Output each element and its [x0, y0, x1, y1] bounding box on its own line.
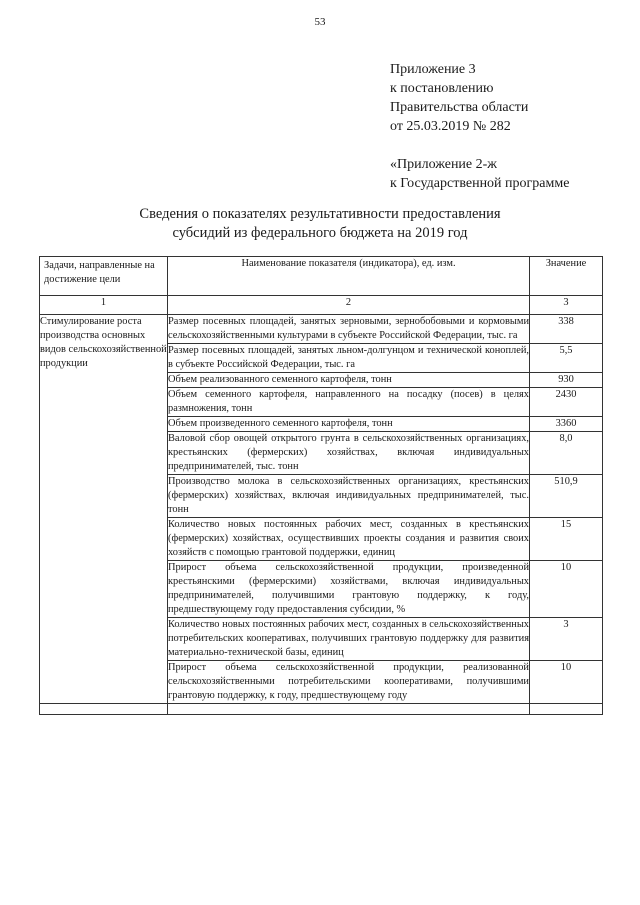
appendix-line: от 25.03.2019 № 282 [390, 119, 511, 134]
column-number: 2 [168, 296, 530, 315]
indicator-value-cell: 8,0 [530, 432, 603, 475]
indicator-name-cell: Количество новых постоянных рабочих мест, созданных в крестьянских (фермерских) хозяйствах, осуществивших проекты создания и развития своих хозяйств с помощью грантовой поддержки, единиц [168, 518, 530, 561]
indicator-name-cell: Производство молока в сельскохозяйственных организациях, крестьянских (фермерских) хозяйствах, включая индивидуальных предпринимателей, тыс. тонн [168, 475, 530, 518]
indicator-name-cell: Объем реализованного семенного картофеля, тонн [168, 373, 530, 388]
indicator-value-cell: 930 [530, 373, 603, 388]
column-number-row [40, 296, 603, 315]
indicator-value-cell: 15 [530, 518, 603, 561]
indicator-value-cell: 338 [530, 315, 603, 344]
indicator-value-cell: 5,5 [530, 344, 603, 373]
spacer-cell [168, 704, 530, 715]
table-header-row [40, 257, 603, 296]
appendix-line: Приложение 3 [390, 62, 476, 77]
table-row [40, 315, 603, 344]
appendix-line: Правительства области [390, 100, 529, 115]
heading-line: Сведения о показателях результативности предоставления [139, 206, 501, 222]
document-heading [0, 205, 640, 243]
header-task: Задачи, направленные на достижение цели [40, 257, 168, 296]
appendix-line: к Государственной программе [390, 176, 570, 191]
page-number: 53 [314, 16, 326, 28]
column-number: 1 [40, 296, 168, 315]
header-value: Значение [530, 257, 603, 296]
indicator-value-cell: 2430 [530, 388, 603, 417]
indicator-name-cell: Размер посевных площадей, занятых льном-долгунцом и технической коноплей, в субъекте Российской Федерации, тыс. га [168, 344, 530, 373]
column-number: 3 [530, 296, 603, 315]
spacer-cell [40, 704, 168, 715]
indicator-name-cell: Прирост объема сельскохозяйственной продукции, произведенной крестьянскими (фермерскими) хозяйствами, включая индивидуальных предпринимателей, получившими грантовую поддержку, к году, предшествующему году предоставления субсидии, % [168, 561, 530, 618]
table-spacer-row [40, 704, 603, 715]
spacer-cell [530, 704, 603, 715]
indicator-value-cell: 10 [530, 561, 603, 618]
indicator-name-cell: Объем произведенного семенного картофеля, тонн [168, 417, 530, 432]
indicator-name-cell: Количество новых постоянных рабочих мест, созданных в сельскохозяйственных потребительских кооперативах, получивших грантовую поддержку для развития материально-технической базы, единиц [168, 618, 530, 661]
indicator-name-cell: Валовой сбор овощей открытого грунта в сельскохозяйственных организациях, крестьянских (фермерских) хозяйствах, включая индивидуальных предпринимателей, тыс. тонн [168, 432, 530, 475]
indicator-value-cell: 3360 [530, 417, 603, 432]
heading-line: субсидий из федерального бюджета на 2019 год [172, 225, 468, 241]
appendix-line: к постановлению [390, 81, 494, 96]
indicators-table [39, 256, 603, 715]
indicator-value-cell: 510,9 [530, 475, 603, 518]
appendix-gap [390, 136, 569, 155]
indicator-value-cell: 3 [530, 618, 603, 661]
indicator-value-cell: 10 [530, 661, 603, 704]
task-cell: Стимулирование роста производства основных видов сельскохозяйственной продукции [40, 315, 168, 704]
indicator-name-cell: Прирост объема сельскохозяйственной продукции, реализованной сельскохозяйственными потребительскими кооперативами, получившими грантовую поддержку, к году, предшествующему году [168, 661, 530, 704]
appendix-line: «Приложение 2-ж [390, 157, 497, 172]
header-name: Наименование показателя (индикатора), ед. изм. [168, 257, 530, 296]
indicator-name-cell: Объем семенного картофеля, направленного на посадку (посев) в целях размножения, тонн [168, 388, 530, 417]
table-body [40, 315, 603, 715]
appendix-block [390, 60, 569, 193]
indicator-name-cell: Размер посевных площадей, занятых зерновыми, зернобобовыми и кормовыми сельскохозяйственными культурами в субъекте Российской Федерации, тыс. га [168, 315, 530, 344]
